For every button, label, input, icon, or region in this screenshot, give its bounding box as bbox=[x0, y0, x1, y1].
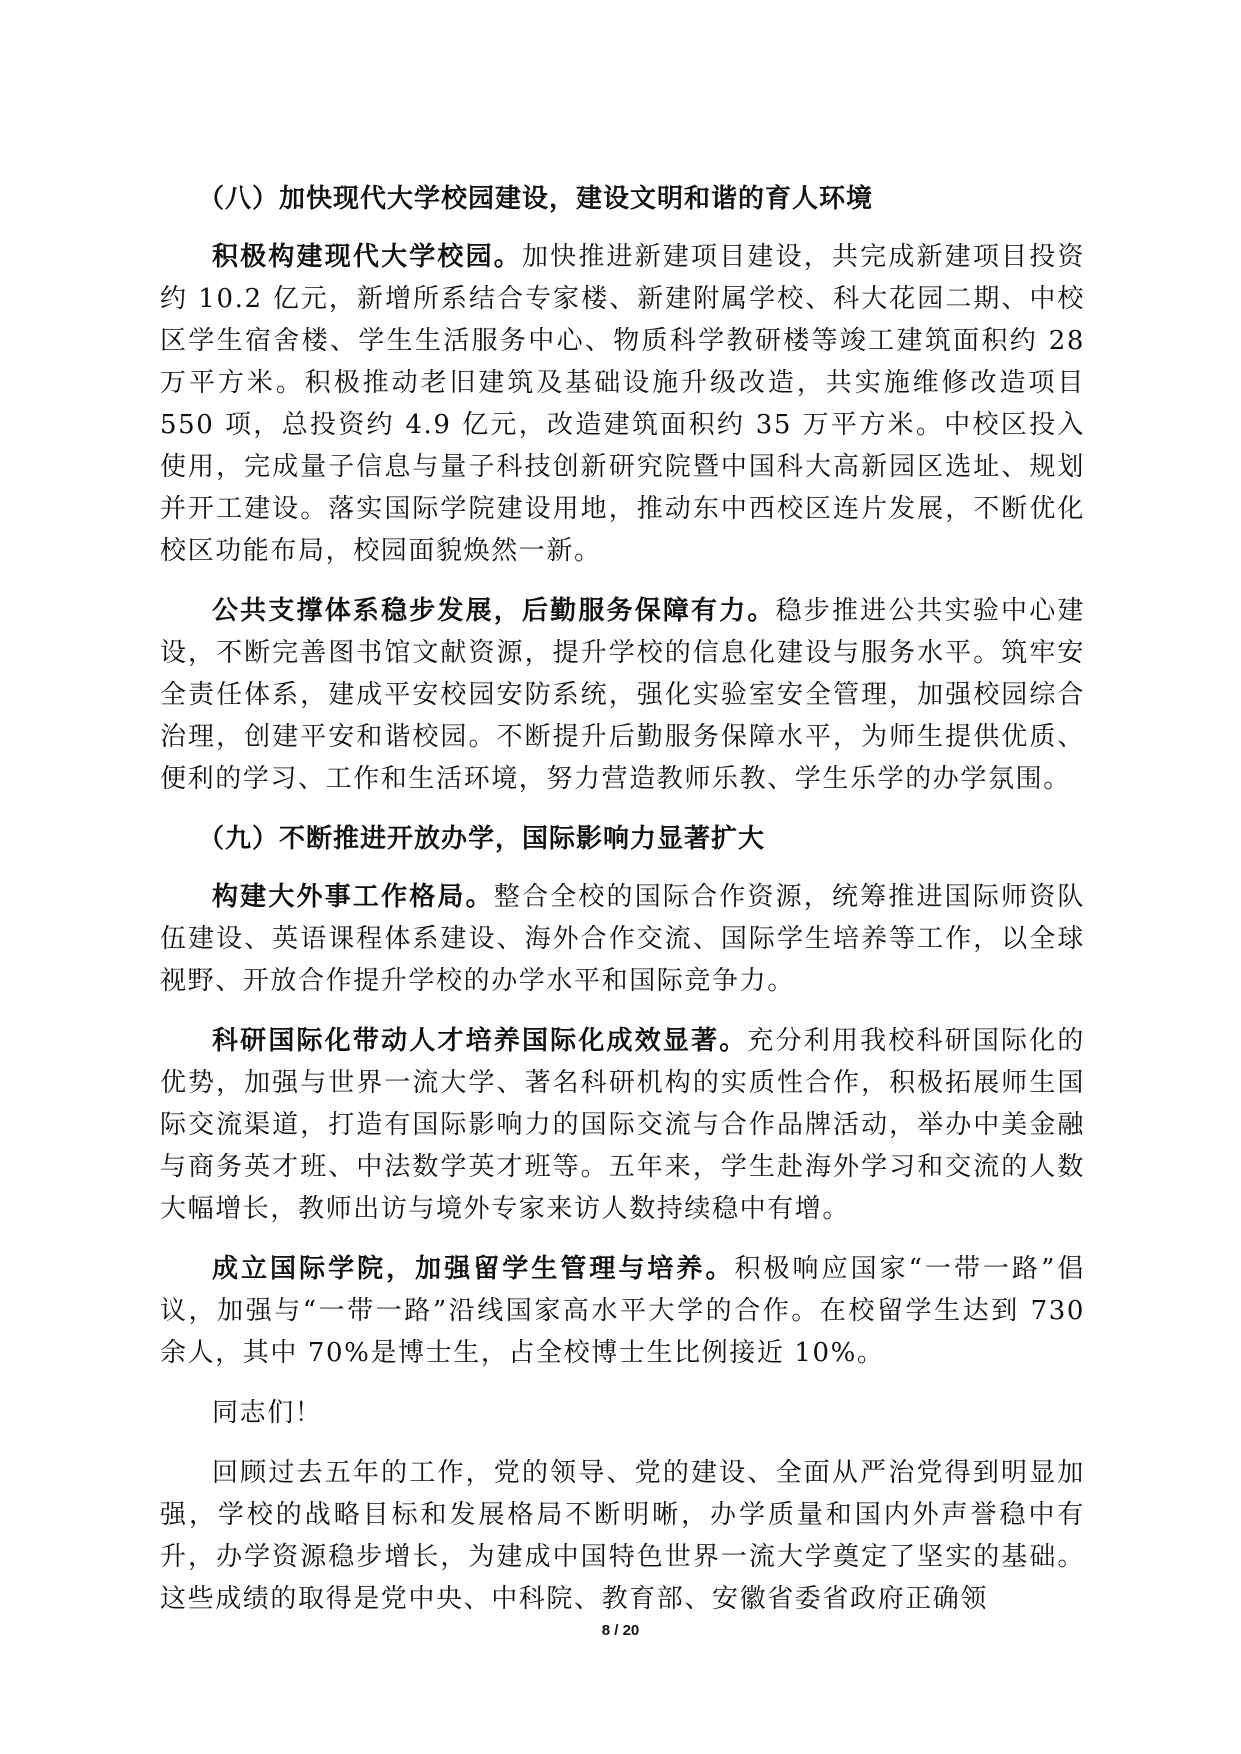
paragraph-lead: 科研国际化带动人才培养国际化成效显著。 bbox=[212, 1026, 748, 1056]
paragraph-text: 积极响应国家“一带一路”倡议，加强与“一带一路”沿线国家高水平大学的合作。在校留学生达到 730 余人，其中 70%是博士生，占全校博士生比例接近 10%。 bbox=[160, 1254, 1085, 1368]
paragraph-text: 加快推进新建项目建设，共完成新建项目投资约 10.2 亿元，新增所系结合专家楼、新建附属学校、科大花园二期、中校区学生宿舍楼、学生生活服务中心、物质科学教研楼等竣工建筑面积约 28 万平方米。积极推动老旧建筑及基础设施升级改造，共实施维修改造项目 550 项，总投资约 4.9 亿元，改造建筑面积约 35 万平方米。中校区投入使用，完成量子信息与量子科技创新研究院暨中国科大高新园区选址、规划并开工建设。落实国际学院建设用地，推动东中西校区连片发展，不断优化校区功能布局，校园面貌焕然一新。 bbox=[160, 242, 1085, 566]
paragraph-lead: 公共支撑体系稳步发展，后勤服务保障有力。 bbox=[212, 596, 776, 626]
paragraph-public-support bbox=[160, 590, 1085, 800]
paragraph-text: 稳步推进公共实验中心建设，不断完善图书馆文献资源，提升学校的信息化建设与服务水平。筑牢安全责任体系，建成平安校园安防系统，强化实验室安全管理，加强校园综合治理，创建平安和谐校园。不断提升后勤服务保障水平，为师生提供优质、便利的学习、工作和生活环境，努力营造教师乐教、学生乐学的办学氛围。 bbox=[160, 596, 1085, 794]
paragraph-international-college bbox=[160, 1248, 1085, 1374]
paragraph-campus-construction bbox=[160, 236, 1085, 572]
page-number: 8 / 20 bbox=[601, 1622, 640, 1639]
section-heading-9: （九）不断推进开放办学，国际影响力显著扩大 bbox=[198, 824, 766, 854]
paragraph-text: 充分利用我校科研国际化的优势，加强与世界一流大学、著名科研机构的实质性合作，积极拓展师生国际交流渠道，打造有国际影响力的国际交流与合作品牌活动，举办中美金融与商务英才班、中法数学英才班等。五年来，学生赴海外学习和交流的人数大幅增长，教师出访与境外专家来访人数持续稳中有增。 bbox=[160, 1026, 1085, 1224]
paragraph-lead: 积极构建现代大学校园。 bbox=[212, 242, 522, 272]
paragraph-research-internationalization bbox=[160, 1020, 1085, 1230]
document-body bbox=[160, 178, 1085, 1638]
paragraph-text: 整合全校的国际合作资源，统筹推进国际师资队伍建设、英语课程体系建设、海外合作交流、国际学生培养等工作，以全球视野、开放合作提升学校的办学水平和国际竞争力。 bbox=[160, 882, 1085, 996]
paragraph-lead: 构建大外事工作格局。 bbox=[212, 882, 494, 912]
greeting-line: 同志们！ bbox=[212, 1398, 323, 1428]
paragraph-foreign-affairs bbox=[160, 876, 1085, 1002]
section-heading-8: （八）加快现代大学校园建设，建设文明和谐的育人环境 bbox=[198, 184, 874, 214]
paragraph-lead: 成立国际学院，加强留学生管理与培养。 bbox=[212, 1254, 735, 1284]
paragraph-review: 回顾过去五年的工作，党的领导、党的建设、全面从严治党得到明显加强，学校的战略目标和发展格局不断明晰，办学质量和国内外声誉稳中有升，办学资源稳步增长，为建成中国特色世界一流大学奠定了坚实的基础。这些成绩的取得是党中央、中科院、教育部、安徽省委省政府正确领 bbox=[160, 1458, 1085, 1614]
